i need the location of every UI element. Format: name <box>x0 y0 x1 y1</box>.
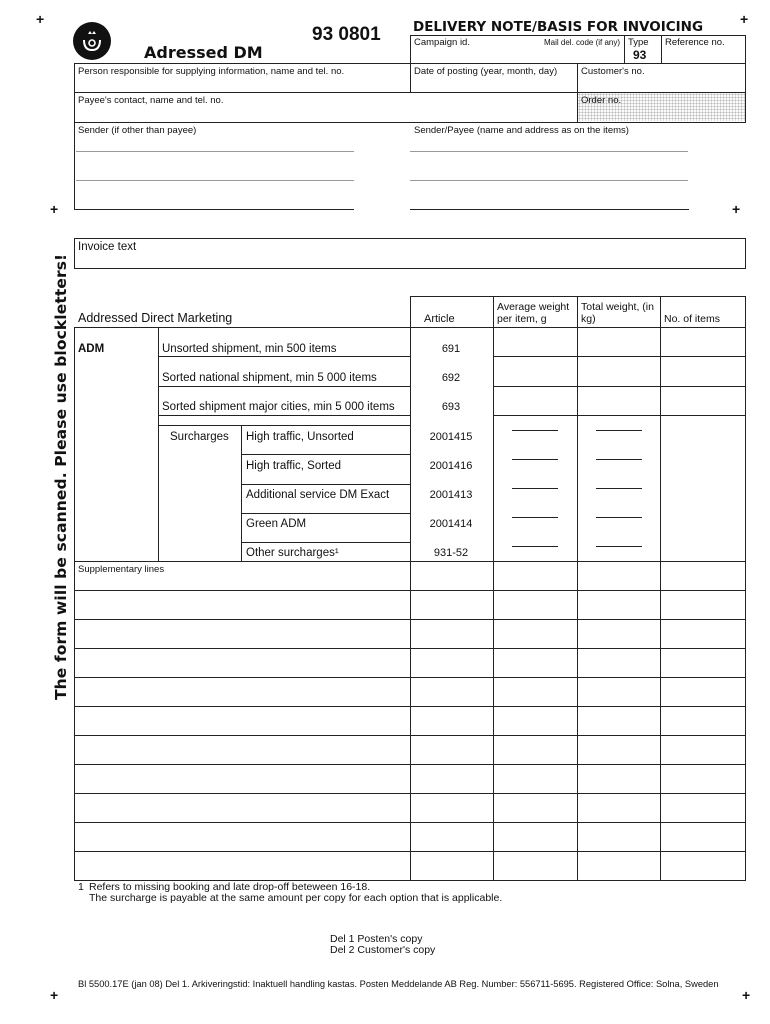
row-desc: Unsorted shipment, min 500 items <box>162 343 337 355</box>
footnote-line1: Refers to missing booking and late drop-off beteween 16-18. <box>89 881 371 893</box>
sender-payee-label: Sender/Payee (name and address as on the items) <box>414 125 629 136</box>
row-article: 2001415 <box>429 431 473 443</box>
row-article: 691 <box>441 343 461 355</box>
footer-text: Bl 5500.17E (jan 08) Del 1. Arkiveringstid: Inaktuell handling kastas. Posten Meddelande AB Reg. Number: 556711-5695. Registered Office: Solna, Sweden <box>78 979 719 989</box>
row-desc: High traffic, Sorted <box>246 460 342 472</box>
form-title: DELIVERY NOTE/BASIS FOR INVOICING <box>413 19 704 35</box>
type-value: 93 <box>633 48 647 62</box>
row-desc: Green ADM <box>246 518 307 530</box>
col-article-header: Article <box>424 313 455 325</box>
customer-no-label: Customer's no. <box>581 66 645 77</box>
row-desc: Sorted national shipment, min 5 000 items <box>162 372 377 384</box>
registration-mark: + <box>732 201 741 217</box>
registration-mark: + <box>740 11 749 27</box>
scan-notice: The form will be scanned. Please use blockletters! <box>52 253 70 700</box>
date-of-posting-label: Date of posting (year, month, day) <box>414 66 558 77</box>
payee-contact-label: Payee's contact, name and tel. no. <box>78 95 224 106</box>
row-article: 2001416 <box>429 460 473 472</box>
registration-mark: + <box>50 987 59 1003</box>
footnote-number: 1 <box>78 881 84 893</box>
type-label: Type <box>628 37 649 48</box>
form-number: 93 0801 <box>312 24 381 45</box>
sender-label: Sender (if other than payee) <box>78 125 197 136</box>
row-desc: Additional service DM Exact <box>246 489 390 501</box>
col-total-weight-header: Total weight, (in kg) <box>581 301 654 325</box>
invoice-text-field[interactable] <box>74 238 746 269</box>
col-avg-weight-header: Average weight per item, g <box>497 301 570 325</box>
section-title: Addressed Direct Marketing <box>78 311 233 325</box>
surcharges-label: Surcharges <box>170 431 229 443</box>
row-desc: Other surcharges¹ <box>246 547 339 559</box>
reference-no-label: Reference no. <box>665 37 725 48</box>
copy-line1: Del 1 Posten's copy <box>330 933 423 945</box>
registration-mark: + <box>50 201 59 217</box>
adm-label: ADM <box>78 343 105 355</box>
person-responsible-label: Person responsible for supplying information, name and tel. no. <box>78 66 345 77</box>
col-no-items-header: No. of items <box>664 313 721 325</box>
form-subtitle: Adressed DM <box>144 43 263 62</box>
row-desc: High traffic, Unsorted <box>246 431 354 443</box>
posten-logo <box>73 22 111 60</box>
row-article: 2001414 <box>429 518 473 530</box>
row-article: 931-52 <box>433 547 469 559</box>
row-desc: Sorted shipment major cities, min 5 000 items <box>162 401 395 413</box>
supplementary-lines-label: Supplementary lines <box>78 564 165 575</box>
row-article: 2001413 <box>429 489 473 501</box>
copy-line2: Del 2 Customer's copy <box>330 944 436 956</box>
campaign-id-label: Campaign id. <box>414 37 470 48</box>
mail-del-code-label: Mail del. code (if any) <box>544 38 621 47</box>
order-no-label: Order no. <box>581 95 622 106</box>
registration-mark: + <box>742 987 751 1003</box>
post-horn-icon <box>73 22 111 60</box>
row-article: 693 <box>441 401 461 413</box>
footnote-line2: The surcharge is payable at the same amount per copy for each option that is applicable. <box>89 892 503 904</box>
row-article: 692 <box>441 372 461 384</box>
registration-mark: + <box>36 11 45 27</box>
invoice-text-label: Invoice text <box>78 241 137 253</box>
